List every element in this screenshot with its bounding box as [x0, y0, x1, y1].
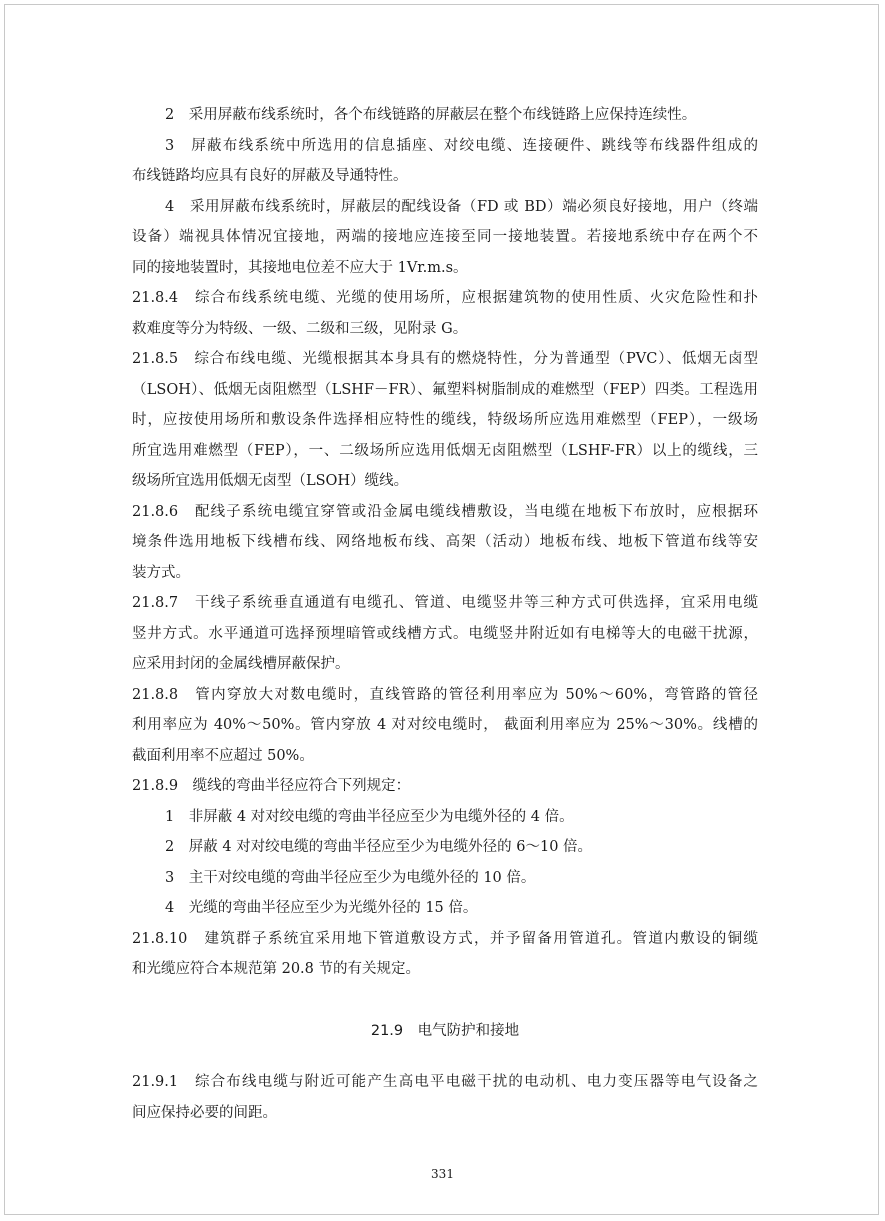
clause-line: 21.8.6 配线子系统电缆宜穿管或沿金属电缆线槽敷设，当电缆在地板下布放时，应根据环 [132, 503, 758, 520]
section-title: 21.9 电气防护和接地 [370, 1023, 520, 1039]
clause-line: 装方式。 [132, 564, 190, 581]
clause-line: 境条件选用地板下线槽布线、网络地板布线、高架（活动）地板布线、地板下管道布线等安 [132, 534, 758, 550]
list-item: 2 屏蔽 4 对对绞电缆的弯曲半径应至少为电缆外径的 6～10 倍。 [165, 839, 593, 855]
clause-line: （LSOH）、低烟无卤阻燃型（LSHF－FR）、氟塑料树脂制成的难燃型（FEP）四类。工程选用 [132, 381, 758, 398]
clause-line: 21.8.9 缆线的弯曲半径应符合下列规定： [132, 778, 411, 794]
clause-line: 所宜选用难燃型（FEP），一、二级场所应选用低烟无卤阻燃型（LSHF-FR）以上的缆线，三 [132, 442, 758, 459]
clause-line: 4 采用屏蔽布线系统时，屏蔽层的配线设备（FD 或 BD）端必须良好接地，用户（终端 [165, 198, 758, 215]
clause-line: 竖井方式。水平通道可选择预埋暗管或线槽方式。电缆竖井附近如有电梯等大的电磁干扰源， [132, 625, 758, 642]
list-item: 4 光缆的弯曲半径应至少为光缆外径的 15 倍。 [165, 900, 478, 916]
page-number: 331 [431, 1167, 454, 1181]
clause-line: 间应保持必要的间距。 [132, 1104, 277, 1121]
clause-line: 同的接地装置时，其接地电位差不应大于 1Vr.m.s。 [132, 259, 468, 276]
clause-line: 21.8.10 建筑群子系统宜采用地下管道敷设方式，并予留备用管道孔。管道内敷设的铜缆 [132, 930, 758, 947]
list-item: 1 非屏蔽 4 对对绞电缆的弯曲半径应至少为电缆外径的 4 倍。 [165, 808, 574, 825]
clause-line: 时，应按使用场所和敷设条件选择相应特性的缆线，特级场所应选用难燃型（FEP），一级场 [132, 412, 758, 428]
clause-line: 设备）端视具体情况宜接地，两端的接地应连接至同一接地装置。若接地系统中存在两个不 [132, 229, 758, 245]
clause-line: 和光缆应符合本规范第 20.8 节的有关规定。 [132, 961, 421, 977]
clause-line: 应采用封闭的金属线槽屏蔽保护。 [132, 656, 350, 672]
clause-line: 救难度等分为特级、一级、二级和三级，见附录 G。 [132, 320, 468, 337]
section-body [132, 1067, 758, 1128]
document-body [132, 100, 758, 985]
clause-line: 21.8.4 综合布线系统电缆、光缆的使用场所，应根据建筑物的使用性质、火灾危险性和扑 [132, 290, 758, 306]
clause-line: 利用率应为 40%～50%。管内穿放 4 对对绞电缆时， 截面利用率应为 25%～30%。线槽的 [132, 717, 758, 733]
clause-line: 21.8.7 干线子系统垂直通道有电缆孔、管道、电缆竖井等三种方式可供选择，宜采用电缆 [132, 595, 758, 611]
clause-line: 21.8.8 管内穿放大对数电缆时，直线管路的管径利用率应为 50%～60%，弯管路的管径 [132, 686, 758, 703]
clause-line: 级场所宜选用低烟无卤型（LSOH）缆线。 [132, 473, 409, 489]
clause-line: 布线链路均应具有良好的屏蔽及导通特性。 [132, 168, 408, 184]
clause-line: 3 屏蔽布线系统中所选用的信息插座、对绞电缆、连接硬件、跳线等布线器件组成的 [165, 137, 758, 154]
clause-line: 2 采用屏蔽布线系统时，各个布线链路的屏蔽层在整个布线链路上应保持连续性。 [165, 107, 697, 123]
clause-line: 21.9.1 综合布线电缆与附近可能产生高电平电磁干扰的电动机、电力变压器等电气设备之 [132, 1074, 758, 1090]
clause-line: 21.8.5 综合布线电缆、光缆根据其本身具有的燃烧特性，分为普通型（PVC）、低烟无卤型 [132, 351, 758, 367]
clause-line: 截面利用率不应超过 50%。 [132, 747, 314, 764]
list-item: 3 主干对绞电缆的弯曲半径应至少为电缆外径的 10 倍。 [165, 869, 536, 886]
